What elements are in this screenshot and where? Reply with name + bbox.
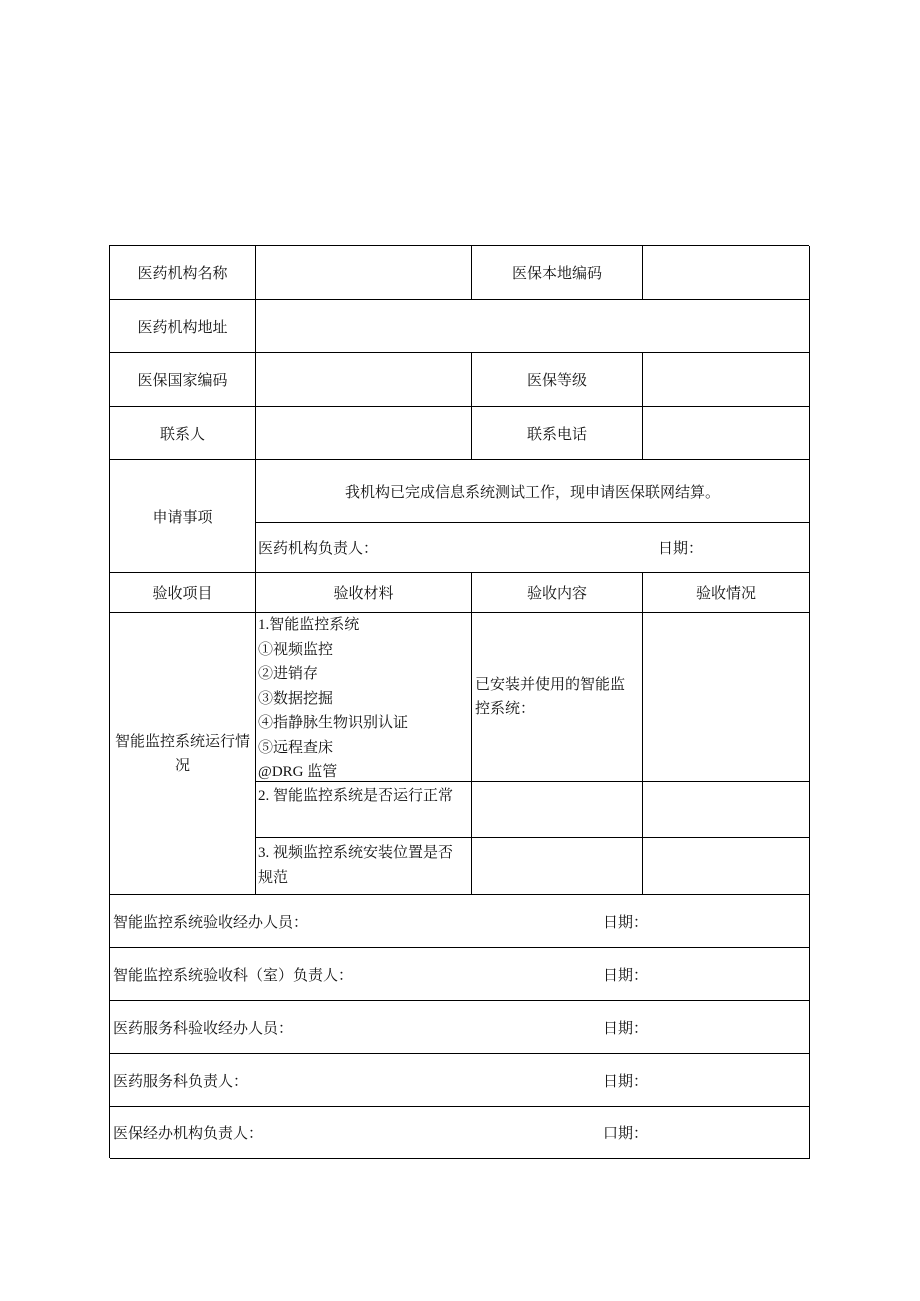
phone-label-text: 联系电话 (526, 426, 587, 443)
acceptance-item-label-text: 智能监控系统运行情况 (114, 733, 250, 774)
signature-label: 智能监控系统验收科（室）负责人： (113, 967, 354, 984)
contact-label (110, 407, 256, 460)
list-item: ②进销存 (258, 666, 319, 682)
signature-row (110, 895, 810, 948)
header-item (110, 573, 256, 613)
application-signature-row (256, 523, 810, 573)
institution-head-label: 医药机构负责人： (258, 541, 379, 557)
signature-date-label: 日期： (603, 1020, 649, 1037)
list-item: ①视频监控 (258, 641, 334, 658)
signature-label: 医保经办机构负责人： (113, 1126, 264, 1142)
address-label-text: 医药机构地址 (137, 319, 228, 336)
signature-row (110, 1107, 810, 1159)
signature-date-label: 日期： (603, 967, 649, 984)
header-content (472, 573, 643, 613)
application-statement (256, 460, 810, 523)
signature-date-label: 日期： (603, 1073, 649, 1090)
header-content-text: 验收内容 (526, 586, 587, 602)
local-code-label-text: 医保本地编码 (511, 266, 602, 282)
list-item: @DRG 监管 (258, 764, 338, 780)
signature-label: 医药服务科负责人： (113, 1073, 249, 1090)
content-1-cell (472, 613, 643, 782)
content-3-cell (472, 838, 643, 895)
signature-row (110, 1054, 810, 1107)
acceptance-form-table (110, 246, 810, 1159)
institution-name-label-text: 医药机构名称 (137, 266, 228, 282)
status-1-cell (643, 613, 810, 782)
acceptance-item-label (110, 613, 256, 895)
list-item: ⑤远程查床 (258, 739, 334, 756)
local-code-value-cell (643, 246, 810, 300)
local-code-label (472, 246, 643, 300)
material-1-cell (256, 613, 472, 782)
signature-label: 医药服务科验收经办人员： (113, 1020, 294, 1037)
header-materials-text: 验收材料 (333, 586, 394, 602)
application-label (110, 460, 256, 573)
header-status-text: 验收情况 (695, 586, 756, 602)
institution-name-label (110, 246, 256, 300)
status-2-cell (643, 782, 810, 838)
contact-value-cell (256, 407, 472, 460)
address-label (110, 300, 256, 353)
signature-date-label: 日期： (603, 914, 649, 931)
list-item: ③数据挖掘 (258, 690, 334, 707)
phone-label (472, 407, 643, 460)
status-3-cell (643, 838, 810, 895)
material-1-title: 1.智能监控系统 (258, 617, 360, 633)
address-value-cell (256, 300, 810, 353)
content-1-text: 已安装并使用的智能监控系统： (475, 677, 626, 717)
signature-date-label: 口期： (603, 1126, 649, 1142)
signature-row (110, 1001, 810, 1054)
content-2-cell (472, 782, 643, 838)
material-3-cell (256, 838, 472, 895)
national-code-value-cell (256, 353, 472, 407)
national-code-label-text: 医保国家编码 (137, 373, 228, 389)
material-2-text: 2. 智能监控系统是否运行正常 (258, 788, 454, 804)
signature-row (110, 948, 810, 1001)
level-value-cell (643, 353, 810, 407)
signature-label: 智能监控系统验收经办人员： (113, 914, 309, 931)
material-2-cell (256, 782, 472, 838)
header-materials (256, 573, 472, 613)
material-3-text: 3. 视频监控系统安装位置是否规范 (258, 845, 454, 886)
header-status (643, 573, 810, 613)
header-item-text: 验收项目 (152, 586, 213, 602)
national-code-label (110, 353, 256, 407)
phone-value-cell (643, 407, 810, 460)
application-statement-text: 我机构已完成信息系统测试工作，现申请医保联网结算。 (344, 484, 720, 501)
application-label-text: 申请事项 (152, 509, 213, 526)
institution-name-value-cell (256, 246, 472, 300)
level-label-text: 医保等级 (526, 373, 587, 389)
contact-label-text: 联系人 (159, 426, 205, 443)
list-item: ④指静脉生物识别认证 (258, 715, 409, 731)
level-label (472, 353, 643, 407)
application-date-label: 日期： (658, 541, 704, 557)
